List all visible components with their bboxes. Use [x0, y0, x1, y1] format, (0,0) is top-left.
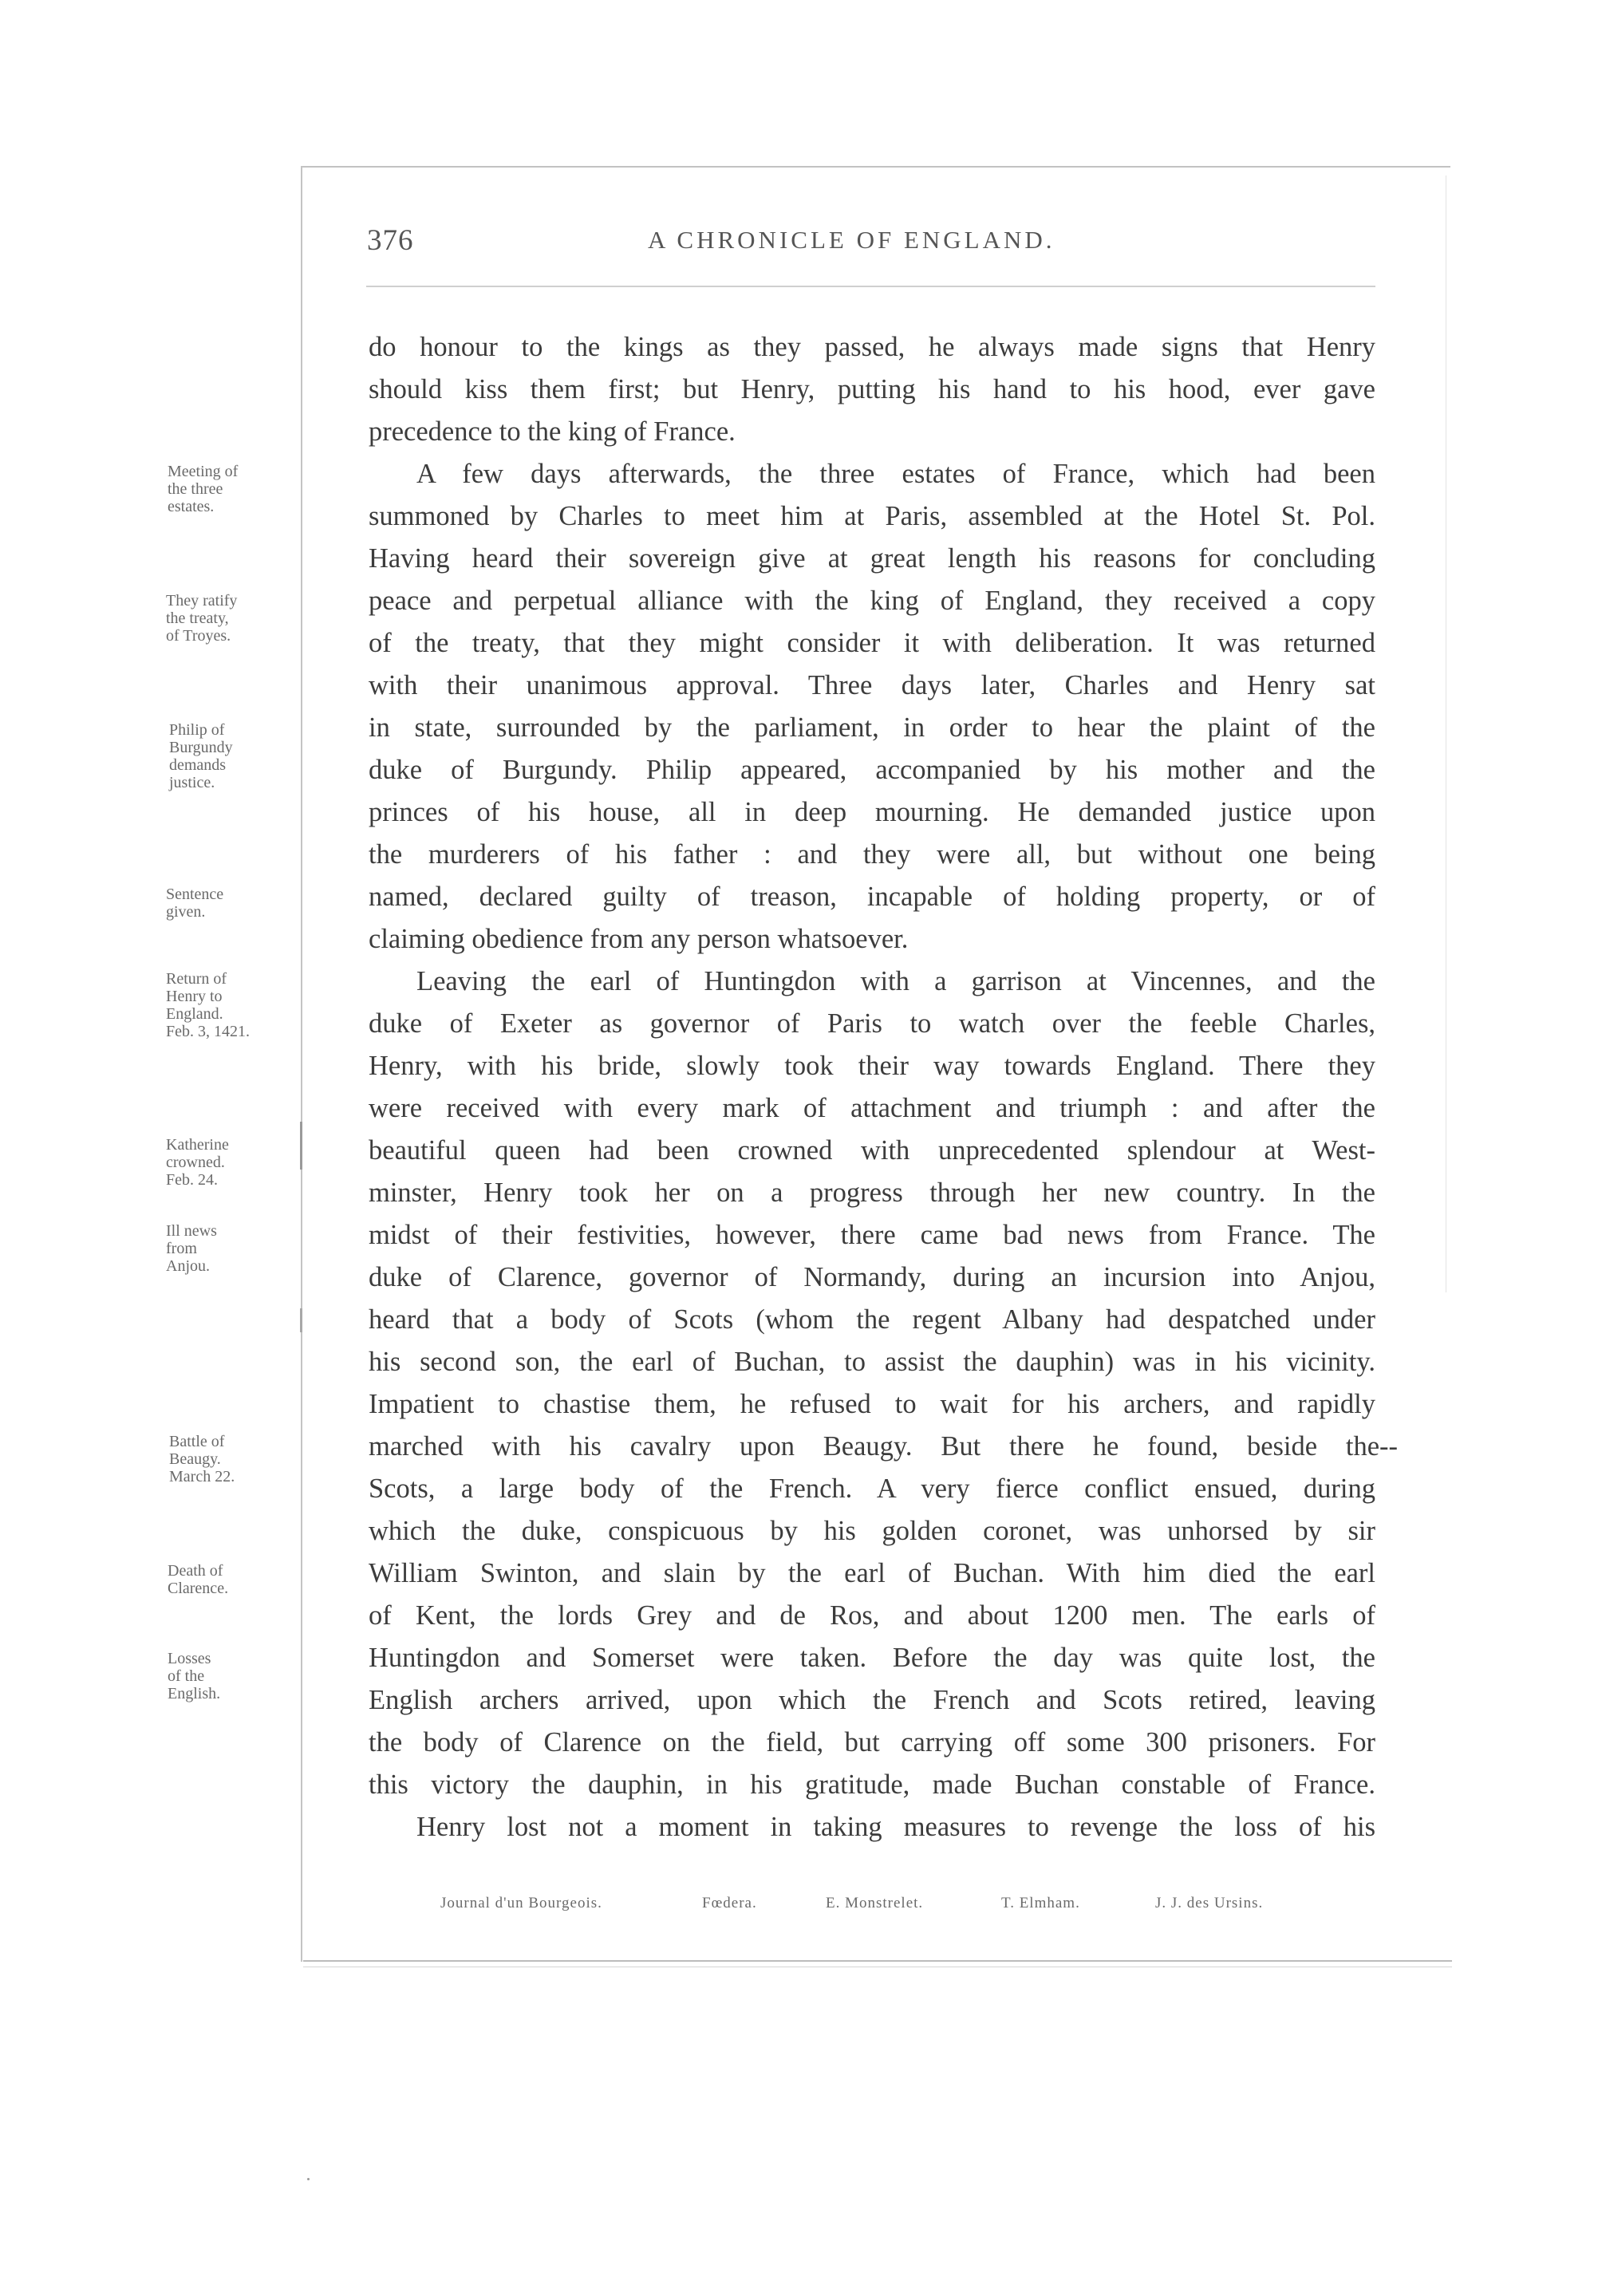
body-line: midst of their festivities, however, there came bad news from France. The	[369, 1220, 1375, 1250]
body-line: of Kent, the lords Grey and de Ros, and about 1200 men. The earls of	[369, 1600, 1375, 1631]
body-line: were received with every mark of attachment and triumph : and after the	[369, 1093, 1375, 1123]
margin-note: Return of Henry to England. Feb. 3, 1421.	[166, 970, 250, 1040]
body-line: Impatient to chastise them, he refused to wait for his archers, and rapidly	[369, 1389, 1375, 1419]
body-line: named, declared guilty of treason, incapable of holding property, or of	[369, 882, 1375, 912]
body-line: duke of Exeter as governor of Paris to watch over the feeble Charles,	[369, 1008, 1375, 1039]
body-line: his second son, the earl of Buchan, to assist the dauphin) was in his vicinity.	[369, 1347, 1375, 1377]
body-line: in state, surrounded by the parliament, in order to hear the plaint of the	[369, 712, 1375, 743]
body-line: princes of his house, all in deep mourning. He demanded justice upon	[369, 797, 1375, 827]
page-number: 376	[367, 224, 414, 257]
body-line: claiming obedience from any person whatsoever.	[369, 924, 909, 954]
speck	[307, 2178, 310, 2180]
body-line: A few days afterwards, the three estates of France, which had been	[416, 459, 1375, 489]
body-line: do honour to the kings as they passed, he always made signs that Henry	[369, 332, 1375, 362]
header-rule	[366, 286, 1375, 287]
margin-mark	[300, 1308, 302, 1332]
source-citation: E. Monstrelet.	[826, 1895, 924, 1911]
source-citation: J. J. des Ursins.	[1155, 1895, 1264, 1911]
body-line: peace and perpetual alliance with the king of England, they received a copy	[369, 586, 1375, 616]
body-line: Leaving the earl of Huntingdon with a garrison at Vincennes, and the	[416, 966, 1375, 996]
body-line: Henry lost not a moment in taking measures to revenge the loss of his	[416, 1812, 1375, 1842]
margin-note: Battle of Beaugy. March 22.	[169, 1433, 235, 1485]
margin-note: Death of Clarence.	[168, 1562, 229, 1597]
margin-note: Sentence given.	[166, 886, 224, 921]
body-line: with their unanimous approval. Three days later, Charles and Henry sat	[369, 670, 1375, 700]
body-line: the murderers of his father : and they were all, but without one being	[369, 839, 1375, 870]
margin-note: Meeting of the three estates.	[168, 463, 239, 515]
body-line: which the duke, conspicuous by his golden coronet, was unhorsed by sir	[369, 1516, 1375, 1546]
body-line: duke of Burgundy. Philip appeared, accompanied by his mother and the	[369, 755, 1375, 785]
body-line: Henry, with his bride, slowly took their way towards England. There they	[369, 1051, 1375, 1081]
body-line: precedence to the king of France.	[369, 416, 736, 447]
body-line: the body of Clarence on the field, but carrying off some 300 prisoners. For	[369, 1727, 1375, 1758]
margin-note: Ill news from Anjou.	[166, 1222, 217, 1275]
body-line: should kiss them first; but Henry, putting his hand to his hood, ever gave	[369, 374, 1375, 404]
body-line: English archers arrived, upon which the French and Scots retired, leaving	[369, 1685, 1375, 1715]
body-line: Having heard their sovereign give at great length his reasons for concluding	[369, 543, 1375, 574]
body-line: Scots, a large body of the French. A very fierce conflict ensued, during	[369, 1473, 1375, 1504]
body-line: summoned by Charles to meet him at Paris, assembled at the Hotel St. Pol.	[369, 501, 1375, 531]
page-frame-top	[302, 166, 1450, 168]
body-line: this victory the dauphin, in his gratitude, made Buchan constable of France.	[369, 1769, 1375, 1800]
margin-note: Katherine crowned. Feb. 24.	[166, 1136, 229, 1189]
margin-note: Losses of the English.	[168, 1650, 221, 1702]
body-line: heard that a body of Scots (whom the regent Albany had despatched under	[369, 1304, 1375, 1335]
margin-note: Philip of Burgundy demands justice.	[169, 721, 233, 791]
source-citation: Fœdera.	[702, 1895, 757, 1911]
margin-note: They ratify the treaty, of Troyes.	[166, 592, 238, 645]
body-line: duke of Clarence, governor of Normandy, during an incursion into Anjou,	[369, 1262, 1375, 1292]
page-frame-bottom	[303, 1960, 1452, 1962]
running-head: A CHRONICLE OF ENGLAND.	[648, 226, 1055, 254]
body-line: William Swinton, and slain by the earl of Buchan. With him died the earl	[369, 1558, 1375, 1588]
body-line: marched with his cavalry upon Beaugy. But there he found, beside the--	[369, 1431, 1398, 1462]
body-line: of the treaty, that they might consider it with deliberation. It was returned	[369, 628, 1375, 658]
source-citation: T. Elmham.	[1001, 1895, 1080, 1911]
source-citation: Journal d'un Bourgeois.	[440, 1895, 602, 1911]
body-line: minster, Henry took her on a progress through her new country. In the	[369, 1178, 1375, 1208]
body-line: beautiful queen had been crowned with unprecedented splendour at West-	[369, 1135, 1375, 1166]
body-line: Huntingdon and Somerset were taken. Before the day was quite lost, the	[369, 1643, 1375, 1673]
